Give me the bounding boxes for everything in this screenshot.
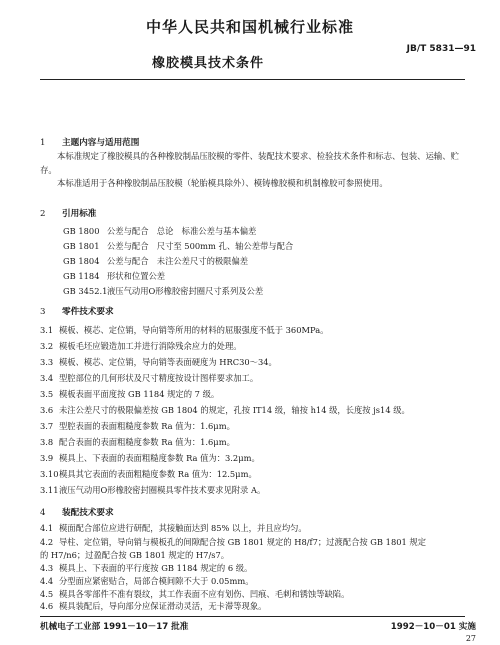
clause-number: 4.5	[40, 589, 54, 599]
list-item	[40, 356, 464, 368]
reference-text: 公差与配合 未注公差尺寸的极限偏差	[107, 256, 249, 266]
clause-text: 模具其它表面的表面粗糙度参数 Ra 值为：12.5μm。	[59, 469, 257, 479]
clause-text: 模具上、下表面的平行度按 GB 1184 规定的 6 级。	[59, 563, 253, 573]
clause-number: 3.6	[40, 405, 54, 415]
clause-text: 型腔表面的表面粗糙度参数 Ra 值为：1.6μm。	[59, 421, 235, 431]
section-number: 1	[40, 138, 46, 148]
clause-text: 模板、模芯、定位销，导向销等所用的材料的屈服强度不低于 360MPa。	[59, 325, 329, 335]
list-item	[40, 522, 464, 534]
clause-text: 的 H7/n6；过盈配合按 GB 1801 规定的 H7/s7。	[40, 550, 230, 560]
section-heading	[40, 136, 139, 148]
clause-text: 导柱、定位销，导向销与模板孔的间隙配合按 GB 1801 规定的 H8/f7；过渡配合按 GB 1801 规定	[59, 537, 427, 547]
list-item	[40, 588, 464, 600]
clause-number: 3.11	[40, 485, 59, 495]
section-heading	[40, 207, 96, 219]
reference-text: 液压气动用O形橡胶密封圈尺寸系列及公差	[107, 286, 264, 296]
list-item	[40, 536, 464, 548]
clause-number: 4.1	[40, 523, 54, 533]
list-item	[40, 468, 464, 480]
clause-text: 模具上、下表面的表面粗糙度参数 Ra 值为：3.2μm。	[59, 453, 260, 463]
clause-number: 4.6	[40, 601, 54, 611]
clause-number: 3.2	[40, 341, 54, 351]
clause-text: 型腔部位的几何形状及尺寸精度按设计图样要求加工。	[59, 373, 259, 383]
list-item	[40, 452, 464, 464]
reference-text: 公差与配合 尺寸至 500mm 孔、轴公差带与配合	[107, 241, 294, 251]
section-title: 引用标准	[62, 209, 97, 219]
clause-number: 4.4	[40, 576, 54, 586]
reference-item	[63, 255, 248, 267]
clause-number: 4.3	[40, 563, 54, 573]
section-heading	[40, 506, 114, 518]
clause-text: 配合表面的表面粗糙度参数 Ra 值为：1.6μm。	[59, 437, 235, 447]
paragraph: 本标准适用于各种橡胶制品压胶模（轮胎模具除外）、模铸橡胶模和机制橡胶可参照使用。	[57, 178, 388, 188]
section-number: 4	[40, 508, 46, 518]
approval-date: 机械电子工业部 1991－10－17 批准	[40, 622, 189, 632]
reference-item	[63, 240, 293, 252]
reference-text: 形状和位置公差	[107, 271, 166, 281]
section-title: 零件技术要求	[62, 307, 114, 317]
list-item	[40, 372, 464, 384]
list-item	[40, 562, 464, 574]
clause-text: 模板表面平面度按 GB 1184 规定的 7 级。	[59, 389, 220, 399]
clause-number: 3.8	[40, 437, 54, 447]
list-item	[40, 484, 464, 496]
header-divider	[40, 79, 465, 80]
section-heading	[40, 305, 114, 317]
page-number: 27	[465, 634, 476, 643]
document-title: 橡胶模具技术条件	[152, 56, 265, 71]
clause-text: 模板毛坯应锻造加工并进行消除残余应力的处理。	[59, 341, 242, 351]
section-number: 3	[40, 307, 46, 317]
clause-text: 模面配合部位应进行研配，其接触面达到 85% 以上，并且应均匀。	[59, 523, 307, 533]
reference-text: 公差与配合 总论 标准公差与基本偏差	[107, 226, 257, 236]
list-item	[40, 600, 464, 612]
standard-title: 中华人民共和国机械行业标准	[145, 18, 354, 36]
list-item	[40, 420, 464, 432]
list-item	[40, 388, 464, 400]
list-item	[40, 340, 464, 352]
section-title: 主题内容与适用范围	[62, 138, 140, 148]
list-item	[40, 549, 464, 561]
clause-text: 模具装配后，导向部分应保证滑动灵活，无卡滞等现象。	[59, 601, 267, 611]
clause-number: 3.7	[40, 421, 54, 431]
clause-number: 3.9	[40, 453, 54, 463]
clause-text: 模具各零部件不准有裂纹，其工作表面不应有划伤、凹痕、毛刺和锈蚀等缺陷。	[59, 589, 350, 599]
clause-number: 3.1	[40, 325, 54, 335]
reference-code: GB 1804	[63, 256, 100, 266]
clause-text: 未注公差尺寸的极限偏差按 GB 1804 的规定，孔按 IT14 级，轴按 h14 级，长度按 js14 级。	[59, 405, 410, 415]
clause-number: 3.10	[40, 469, 59, 479]
list-item	[40, 575, 464, 587]
reference-code: GB 3452.1	[63, 286, 108, 296]
reference-code: GB 1184	[63, 271, 100, 281]
section-title: 装配技术要求	[62, 508, 114, 518]
clause-number: 3.5	[40, 389, 54, 399]
clause-text: 模板、模芯、定位销，导向销等表面硬度为 HRC30～34。	[59, 357, 277, 367]
clause-number: 3.4	[40, 373, 54, 383]
paragraph: 本标准规定了橡胶模具的各种橡胶制品压胶模的零件、装配技术要求、检验技术条件和标志、包装、运输、贮存。	[40, 151, 459, 175]
section-number: 2	[40, 209, 46, 219]
reference-item	[63, 270, 165, 282]
footer-divider	[40, 616, 465, 617]
reference-code: GB 1801	[63, 241, 100, 251]
list-item	[40, 404, 464, 416]
clause-number: 3.3	[40, 357, 54, 367]
list-item	[40, 324, 464, 336]
standard-code: JB/T 5831—91	[406, 44, 476, 54]
reference-item	[63, 225, 256, 237]
clause-number: 4.2	[40, 537, 54, 547]
implementation-date: 1992－10－01 实施	[390, 622, 476, 632]
reference-item	[63, 285, 263, 297]
list-item	[40, 436, 464, 448]
reference-code: GB 1800	[63, 226, 100, 236]
clause-text: 液压气动用O形橡胶密封圈模具零件技术要求见附录 A。	[59, 485, 266, 495]
clause-text: 分型面应紧密贴合，局部合模间隙不大于 0.05mm。	[59, 576, 254, 586]
